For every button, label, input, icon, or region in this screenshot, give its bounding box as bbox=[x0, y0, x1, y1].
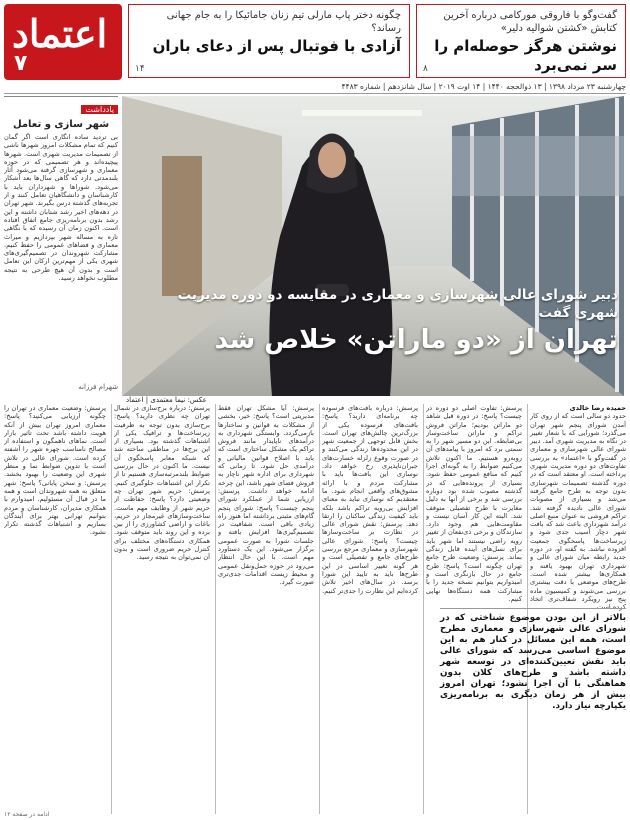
article-column-3 bbox=[322, 404, 418, 814]
column-text: پرسش: آیا مشکل تهران فقط مدیریتی است؟ پاسخ: خیر، بخشی از مشکلات به قوانین و ساختارها بازمی‌گردد. وابستگی شهرداری به درآمدهای ناپایدار مانند فروش تراکم یک مشکل ساختاری است که باید با اصلاح قوانین مالیاتی و درآمدی حل شود. تا زمانی که شهرداری برای اداره شهر ناچار به فروش فضای شهر باشد، این چرخه ادامه خواهد داشت. پرسش: ارزیابی شما از عملکرد شورای پنجم چیست؟ پاسخ: شورای پنجم گام‌های مثبتی برداشته اما هنوز راه زیادی باقی است. شفافیت در تصمیم‌گیری‌ها افزایش یافته و جلسات شورا به صورت عمومی برگزار می‌شود. این یک دستاورد مهم است. با این حال انتظار می‌رود در حوزه حمل‌ونقل عمومی و محیط زیست اقدامات جدی‌تری صورت گیرد. bbox=[218, 404, 314, 587]
column-text: پرسش: وضعیت معماری در تهران را چگونه ارزیابی می‌کنید؟ پاسخ: معماری امروز تهران بیش از آنکه هویت داشته باشد تحت تاثیر بازار است. نماهای ناهمگون و استفاده از مصالح نامناسب چهره شهر را آشفته کرده است. شورای عالی در تلاش است با تدوین ضوابط نما و منظر شهری این وضعیت را بهبود بخشد. پرسش: و سخن پایانی؟ پاسخ: شهر متعلق به همه شهروندان است و همه ما در قبال آن مسئولیم. امیدوارم با همکاری مدیران، کارشناسان و مردم بتوانیم تهرانی بهتر برای آیندگان بسازیم و اشتباهات گذشته تکرار نشود. bbox=[4, 404, 106, 537]
photo-overline: دبیر شورای عالی شهرسازی و معماری در مقایسه دو دوره مدیریت شهری گفت bbox=[177, 287, 618, 321]
photo-credit: عکس: نیما معتمدی | اعتماد bbox=[126, 396, 207, 404]
article-column-6 bbox=[4, 404, 106, 808]
newspaper-logo bbox=[4, 4, 122, 80]
teaser-headline: آزادی با فوتبال پس از دعای باران bbox=[152, 37, 401, 55]
column-text: پرسش: درباره برج‌سازی در شمال تهران چه نظری دارید؟ پاسخ: برج‌سازی بدون توجه به ظرفیت زیرساخت‌ها و ترافیک یکی از اشتباهات گذشته بود. بسیاری از این برج‌ها در مناطقی ساخته شد که شبکه معابر پاسخگوی آن نیست. ما اکنون در حال بررسی ضوابط بلندمرتبه‌سازی هستیم تا از تکرار این اشتباهات جلوگیری کنیم. پرسش: حریم شهر تهران چه وضعیتی دارد؟ پاسخ: حفاظت از حریم شهر از وظایف مهم ماست. ساخت‌وسازهای غیرمجاز در حریم، باغات و اراضی کشاورزی را از بین برده و این روند باید متوقف شود. همکاری دستگاه‌های مختلف برای کنترل حریم ضروری است و بدون آن نمی‌توان به نتیجه رسید. bbox=[114, 404, 210, 562]
teaser-page-ref: ۱۴ bbox=[135, 64, 145, 74]
note-title: شهر سازی و تعامل bbox=[12, 119, 110, 130]
column-divider bbox=[319, 404, 320, 814]
teaser-box-1[interactable] bbox=[416, 4, 626, 78]
pull-quote: بالاتر از این بودن موضوع شناختی که در شورای عالی شهرسازی و معماری مطرح است، همه این مسائل در کنار هم به این موضوع اساسی می‌رسد که شورای عالی باید نقش تعیین‌کننده‌ای در توسعه شهر داشته باشد و طرح‌های کلان بدون هماهنگی با آن اجرا نشود؛ تهران امروز بیش از هر زمان دیگری به برنامه‌ریزی یکپارچه نیاز دارد. bbox=[440, 608, 626, 712]
column-text: پرسش: درباره بافت‌های فرسوده چه برنامه‌ای دارید؟ پاسخ: بافت‌های فرسوده یکی از بزرگ‌ترین چالش‌های تهران است. بخش قابل توجهی از جمعیت شهر در این محدوده‌ها زندگی می‌کنند و در صورت وقوع زلزله خسارت‌های جبران‌ناپذیری رخ خواهد داد. نوسازی این بافت‌ها باید با مشارکت مردم و با ارائه مشوق‌های واقعی انجام شود. ما معتقدیم که نوسازی نباید به معنای افزایش بی‌رویه تراکم باشد بلکه باید کیفیت زندگی ساکنان را ارتقا دهد. پرسش: نقش شورای عالی در نظارت بر ساخت‌وسازها چیست؟ پاسخ: شورای عالی شهرسازی و معماری مرجع بررسی طرح‌های جامع و تفصیلی است و هر گونه تغییر اساسی در این طرح‌ها باید به تایید این شورا برسد. در سال‌های اخیر تلاش کرده‌ایم این نظارت را جدی‌تر کنیم. bbox=[322, 404, 418, 595]
column-divider bbox=[111, 404, 112, 814]
note-column bbox=[4, 96, 118, 397]
column-divider bbox=[215, 404, 216, 814]
masthead bbox=[0, 0, 630, 90]
continuation-note: ادامه در صفحه ۱۲ bbox=[4, 811, 50, 818]
lead-photo bbox=[122, 96, 624, 396]
column-divider bbox=[423, 404, 424, 814]
article-author: حمیده رضا خالدی bbox=[569, 404, 626, 412]
teaser-headline: نوشتن هرگز حوصله‌ام را سر نمی‌برد bbox=[434, 37, 617, 74]
teaser-kicker: چگونه دختر پاپ مارلی تیم زنان جامائیکا را به جام جهانی رساند؟ bbox=[166, 10, 401, 34]
dateline: چهارشنبه ۲۳ مرداد ۱۳۹۸ | ۱۳ ذوالحجه ۱۴۴۰ | ۱۴ اوت ۲۰۱۹ | سال شانزدهم | شماره ۴۴۸۳ bbox=[4, 82, 626, 94]
article-column-5 bbox=[114, 404, 210, 814]
teaser-page-ref: ۸ bbox=[423, 64, 428, 74]
article-column-4 bbox=[218, 404, 314, 814]
note-body: بی تردید ساده انگاری است اگر گمان کنیم که تمام مشکلات امروز شهرها ناشی از تصمیمات مدیریت شهری است. شهرها پیچیده‌اند و هر تصمیمی که در حوزه معماری و شهرسازی گرفته می‌شود آثار بلندمدتی دارد که گاهی سال‌ها بعد آشکار می‌شود. شوراها و شهرداران باید با کارشناسان و دانشگاهیان تعامل کنند و از تجربه‌های گذشته درس بگیرند. شهر تهران در دهه‌های اخیر رشد شتابان داشته و این رشد بدون برنامه‌ریزی جامع اتفاق افتاده است. اکنون زمان آن رسیده که با نگاهی تازه به مساله شهر بپردازیم و میراث معماری و فضاهای عمومی را حفظ کنیم. مشارکت شهروندان در تصمیم‌گیری‌های شهری یکی از مهم‌ترین ارکان این تعامل است و بدون آن هیچ طرحی به نتیجه مطلوب نخواهد رسید. bbox=[4, 133, 118, 283]
article-column-2 bbox=[426, 404, 522, 604]
note-label: یادداشت bbox=[81, 105, 118, 114]
note-byline: شهرام فرزانه bbox=[78, 383, 118, 391]
logo-text: اعتماد bbox=[12, 11, 108, 56]
photo-headline: تهران از «دو ماراتن» خلاص شد bbox=[214, 325, 618, 355]
column-text: پرسش: تفاوت اصلی دو دوره در چیست؟ پاسخ: در دوره قبل شاهد دو ماراتن بودیم؛ ماراتن فروش تراکم و ماراتن ساخت‌وساز بی‌ضابطه. این دو مسیر شهر را به سمتی برد که امروز با پیامدهای آن روبه‌رو هستیم. ما اکنون تلاش می‌کنیم ضوابط را به گونه‌ای اجرا کنیم که منافع عمومی حفظ شود. بسیاری از پرونده‌هایی که در گذشته مصوب شده بود دوباره بررسی شد و برخی از آنها به دلیل مغایرت با طرح تفصیلی متوقف شد. البته این کار آسان نیست و مقاومت‌هایی هم وجود دارد. سازندگان و برخی ذی‌نفعان از تغییر رویه راضی نیستند اما شهر باید برای نسل‌های آینده قابل زندگی بماند. پرسش: وضعیت طرح جامع تهران چگونه است؟ پاسخ: طرح جامع در حال بازنگری است و امیدواریم بتوانیم نسخه جدید را با مشارکت همه دستگاه‌ها نهایی کنیم. bbox=[426, 404, 522, 603]
teaser-kicker: گفت‌وگو با فاروقی مورکامی درباره آخرین کتابش «کشتن شوالیه دلیر» bbox=[443, 10, 617, 34]
column-text: حدود دو سالی است که از روی کار آمدن شورای پنجم شهر تهران می‌گذرد؛ شورایی که با شعار تغییر در نگاه به مدیریت شهری آمد. دبیر شورای عالی شهرسازی و معماری در گفت‌وگو با «اعتماد» به بررسی تفاوت‌های دو دوره مدیریت شهری پرداخته است. او معتقد است که در دوره گذشته تصمیمات شهرسازی بدون توجه به طرح جامع گرفته می‌شد و بسیاری از مصوبات شورای عالی نادیده گرفته شد. تراکم فروشی به عنوان منبع اصلی درآمد شهرداری باعث شد که بافت شهر دچار آسیب جدی شود و زیرساخت‌ها پاسخگوی جمعیت افزوده نباشد. به گفته او، در دوره جدید رابطه میان شورای عالی و شهرداری تهران بهبود یافته و همکاری‌ها بیشتر شده است. طرح‌های موضعی با دقت بیشتری بررسی می‌شوند و کمیسیون ماده پنج نیز رویکرد شفاف‌تری اتخاذ کرده است. bbox=[530, 412, 626, 612]
article-column-1b bbox=[440, 720, 626, 814]
page-number: ۷ bbox=[14, 51, 28, 76]
teaser-box-2[interactable] bbox=[128, 4, 410, 78]
